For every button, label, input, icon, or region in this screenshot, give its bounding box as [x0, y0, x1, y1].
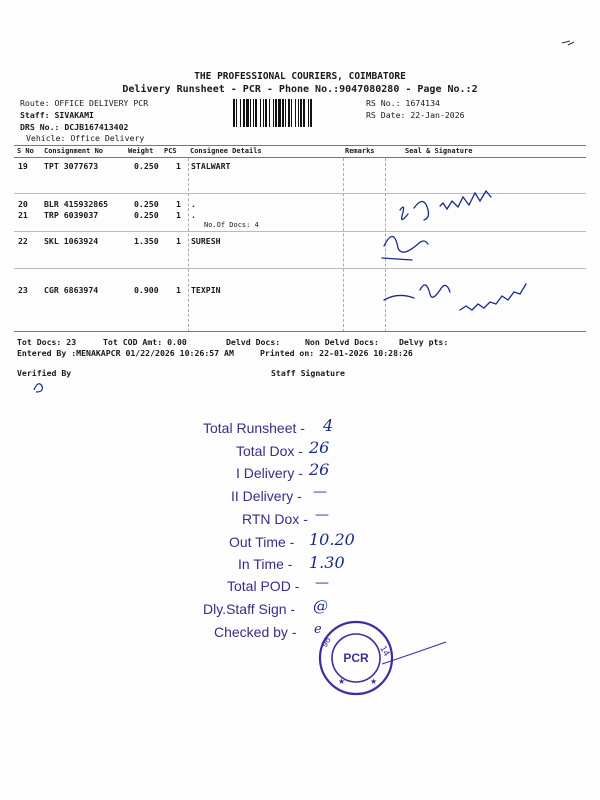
barcode-bar [288, 99, 290, 127]
row-consignee: TEXPIN [191, 285, 221, 295]
barcode-bar [233, 99, 235, 127]
row-weight: 1.350 [134, 236, 159, 246]
runsheet-title: Delivery Runsheet - PCR - Phone No.:9047080280 - Page No.:2 [122, 84, 478, 95]
barcode-bar [298, 99, 299, 127]
barcode-bar [310, 99, 312, 127]
row-consignment: TPT 3077673 [44, 161, 99, 171]
route-label: Route: OFFICE DELIVERY PCR [20, 98, 149, 108]
col-consignee: Consignee Details [190, 147, 262, 155]
dly-staff-sign-label: Dly.Staff Sign - [203, 601, 296, 617]
vehicle-label: Vehicle: Office Delivery [26, 133, 145, 143]
row-sno: 20 [18, 199, 28, 209]
row-weight: 0.900 [134, 285, 159, 295]
staff-label: Staff: SIVAKAMI [20, 110, 94, 120]
row-pcs: 1 [176, 199, 181, 209]
total-docs: Tot Docs: 23 [17, 337, 77, 347]
svg-text:14: 14 [378, 644, 392, 658]
row-pcs: 1 [176, 285, 181, 295]
row-pcs: 1 [176, 210, 181, 220]
rtn-dox-value: — [315, 507, 329, 523]
svg-text:★: ★ [370, 677, 378, 686]
row-sno: 21 [18, 210, 28, 220]
entered-by: Entered By :MENAKAPCR 01/22/2026 10:26:57 AM [17, 348, 234, 358]
row-consignment: CGR 6863974 [44, 285, 99, 295]
staff-signature-label: Staff Signature [271, 368, 345, 378]
barcode-bar [303, 99, 305, 127]
barcode [233, 99, 363, 127]
barcode-bar [255, 99, 257, 127]
rtn-dox-label: RTN Dox - [242, 511, 308, 527]
barcode-bar [300, 99, 302, 127]
svg-text:96: 96 [319, 635, 333, 649]
in-time-label: In Time - [238, 556, 293, 572]
row-sno: 19 [18, 161, 28, 171]
row-consignment: TRP 6039037 [44, 210, 99, 220]
svg-text:PCR: PCR [343, 651, 369, 665]
barcode-bar [260, 99, 261, 127]
row-consignee: SURESH [191, 236, 221, 246]
rs-number: RS No.: 1674134 [366, 98, 440, 108]
total-pod-value: — [315, 575, 329, 591]
row-consignment: SKL 1063924 [44, 236, 99, 246]
col-consignment: Consignment No [44, 147, 104, 155]
verified-tick-mark [30, 378, 50, 396]
row-consignment: BLR 415932865 [44, 199, 109, 209]
barcode-bar [273, 99, 274, 127]
first-delivery-label: I Delivery - [236, 465, 303, 481]
row-pcs: 1 [176, 161, 181, 171]
barcode-bar [250, 99, 251, 127]
out-time-value: 10.20 [309, 530, 355, 549]
barcode-bar [263, 99, 264, 127]
second-delivery-value: — [313, 484, 327, 500]
second-delivery-label: II Delivery - [231, 488, 302, 504]
drs-number: DRS No.: DCJB167413402 [20, 122, 129, 132]
barcode-bar [269, 99, 270, 127]
pen-stroke [380, 640, 450, 670]
barcode-bar [295, 99, 296, 127]
col-seal: Seal & Signature [405, 147, 473, 155]
in-time-value: 1.30 [309, 553, 345, 572]
dly-staff-sign-value: @ [313, 597, 328, 615]
divider-remarks [343, 158, 344, 332]
row-weight: 0.250 [134, 199, 159, 209]
delivery-points: Delvy pts: [399, 337, 449, 347]
row-weight: 0.250 [134, 210, 159, 220]
barcode-bar [246, 99, 249, 127]
total-runsheet-label: Total Runsheet - [203, 420, 305, 436]
printed-on: Printed on: 22-01-2026 10:28:26 [260, 348, 413, 358]
row-consignee: . [191, 210, 196, 220]
row-pcs: 1 [176, 236, 181, 246]
barcode-bar [236, 99, 237, 127]
table-top-rule [14, 145, 586, 146]
barcode-bar [278, 99, 281, 127]
total-dox-value: 26 [309, 438, 330, 457]
row-sno: 22 [18, 236, 28, 246]
svg-text:★: ★ [338, 677, 346, 686]
col-pcs: PCS [164, 147, 177, 155]
corner-mark [560, 38, 576, 48]
verified-by: Verified By [17, 368, 72, 378]
barcode-bar [308, 99, 309, 127]
barcode-bar [243, 99, 245, 127]
barcode-bar [291, 99, 292, 127]
total-cod: Tot COD Amt: 0.00 [103, 337, 187, 347]
col-sno: S No [17, 147, 34, 155]
company-name: THE PROFESSIONAL COURIERS, COIMBATORE [194, 71, 406, 82]
row-weight: 0.250 [134, 161, 159, 171]
barcode-bar [265, 99, 267, 127]
row-consignee: . [191, 199, 196, 209]
rs-date: RS Date: 22-Jan-2026 [366, 110, 465, 120]
checked-by-value: e [314, 622, 322, 637]
barcode-bar [275, 99, 277, 127]
col-weight: Weight [128, 147, 154, 155]
barcode-bar [253, 99, 254, 127]
total-pod-label: Total POD - [227, 578, 300, 594]
delivered-docs: Delvd Docs: [226, 337, 281, 347]
non-delivered-docs: Non Delvd Docs: [305, 337, 379, 347]
checked-by-label: Checked by - [214, 624, 297, 640]
total-runsheet-value: 4 [323, 416, 334, 435]
col-remarks: Remarks [345, 147, 375, 155]
row-consignee: STALWART [191, 161, 231, 171]
total-dox-label: Total Dox - [236, 443, 303, 459]
no-of-docs: No.Of Docs: 4 [204, 221, 259, 229]
out-time-label: Out Time - [229, 534, 295, 550]
row-sno: 23 [18, 285, 28, 295]
barcode-bar [282, 99, 284, 127]
barcode-bar [240, 99, 241, 127]
handwritten-signatures [370, 150, 580, 340]
barcode-bar [285, 99, 286, 127]
first-delivery-value: 26 [309, 460, 330, 479]
divider-consignee [188, 158, 189, 332]
